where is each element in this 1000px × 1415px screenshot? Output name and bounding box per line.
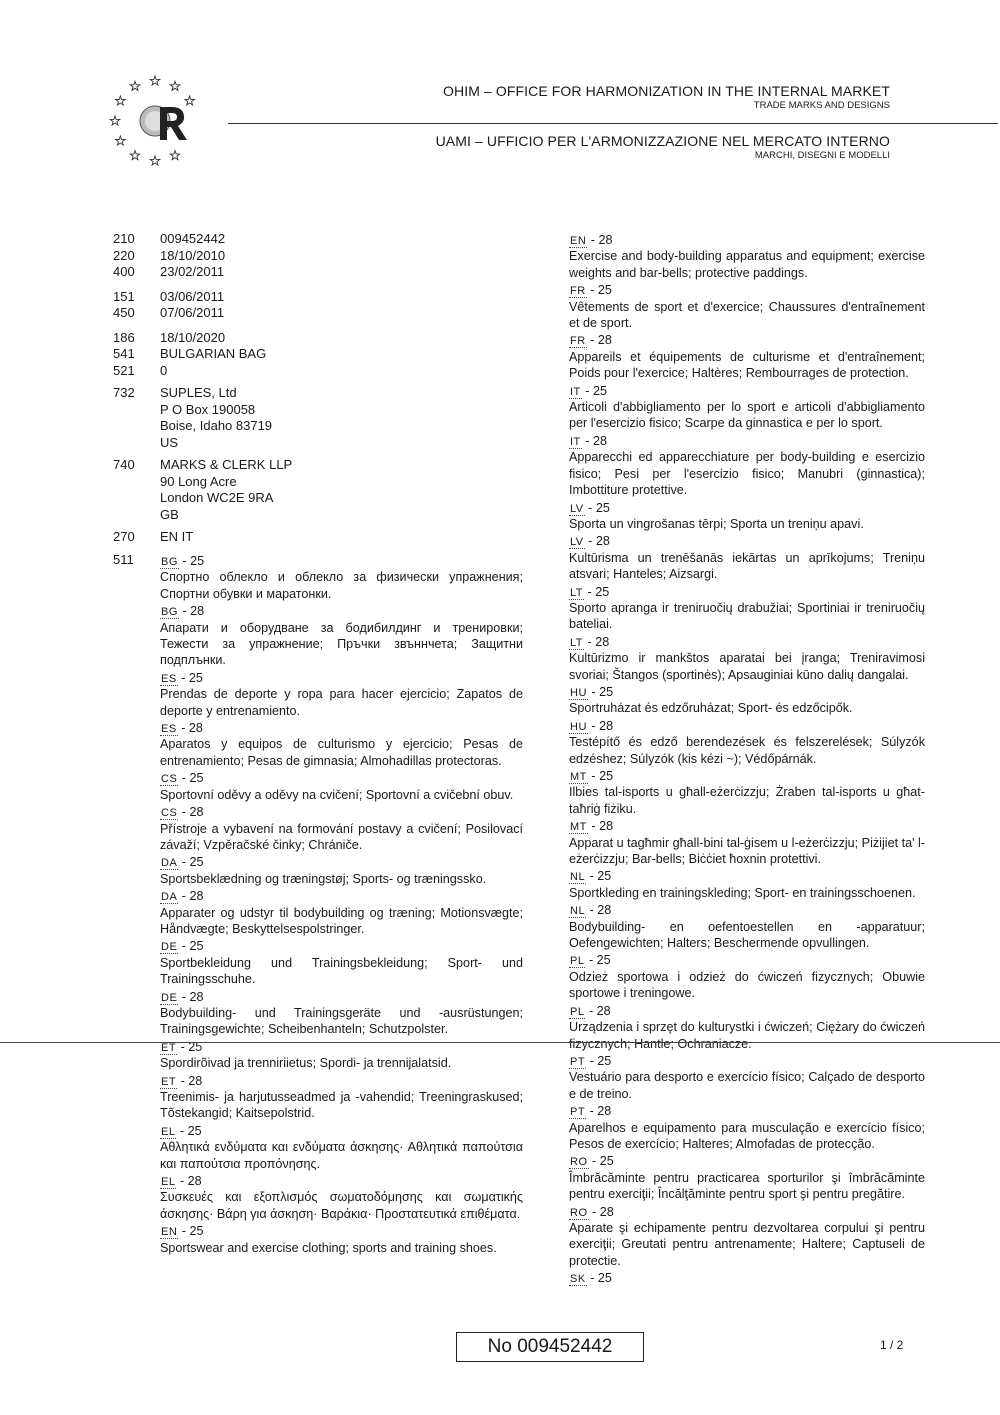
field-row-541 xyxy=(113,346,523,363)
goods-description: Sportsbeklædning og træningstøj; Sports- og træningssko. xyxy=(160,871,487,886)
goods-description: Ilbies tal-isports u għall-eżerċizzju; Żraben tal-isports u għat-taħriġ fiżiku. xyxy=(569,785,925,816)
goods-description: Exercise and body-building apparatus and equipment; exercise weights and bar-bells; protective paddings. xyxy=(569,249,925,280)
goods-description: Kultūrizmo ir mankštos aparatai bei įranga; Treniravimosi svoriai; Štangos (sportinės); Apsauginiai kūno dalių dangalai. xyxy=(569,651,925,682)
field-row-151 xyxy=(113,289,523,306)
field-value-line: P O Box 190058 xyxy=(160,401,256,417)
field-code: 511 xyxy=(113,551,134,567)
header-divider xyxy=(228,123,998,124)
classes-left-column xyxy=(160,553,523,1256)
header-subtitle-uami: MARCHI, DISEGNI E MODELLI xyxy=(754,150,890,161)
class-entry-es-25 xyxy=(160,670,523,719)
class-entry-en-25 xyxy=(160,1223,523,1256)
goods-description: Apparater og udstyr til bodybuilding og træning; Motionsvægte; Håndvægte; Beskyttelsespolstringer. xyxy=(160,905,523,936)
goods-description: Articoli d'abbigliamento per lo sport e articoli d'abbigliamento per l'esercizio fisico; Scarpe da ginnastica e per lo sport. xyxy=(569,400,925,431)
language-code: MT xyxy=(570,771,587,783)
goods-description: Aparelhos e equipamento para musculação e exercício físico; Pesos de exercício; Halteres; Almofadas de protecção. xyxy=(569,1120,925,1151)
field-row-400 xyxy=(113,264,523,281)
class-number: - 28 xyxy=(589,903,612,918)
class-heading xyxy=(569,1103,925,1119)
field-code: 541 xyxy=(113,346,135,361)
goods-description: Aparate şi echipamente pentru dezvoltarea corpului şi pentru exerciţii; Greutati pentru antrenamente; Haltere; Captuseli de protectie. xyxy=(569,1220,925,1268)
class-entry-lt-28 xyxy=(569,634,925,683)
class-entry-et-25 xyxy=(160,1039,523,1072)
language-code: IT xyxy=(570,385,581,398)
goods-description: Sportovní oděvy a oděvy na cvičení; Sportovní a cvičební obuv. xyxy=(160,787,514,802)
goods-description: Apparecchi ed apparecchiature per body-building e esercizio fisico; Pesi per l'esercizio fisico; Manubri (ginnastica); Imbottiture protettive. xyxy=(569,450,925,498)
language-code: DA xyxy=(161,857,178,870)
eu-star-icon xyxy=(116,136,126,145)
language-code: LT xyxy=(570,636,584,649)
language-code: DE xyxy=(161,991,178,1004)
class-number: - 25 xyxy=(182,554,205,568)
language-code: BG xyxy=(161,606,178,619)
goods-description: Urządzenia i sprzęt do kulturystki i ćwiczeń; Ciężary do ćwiczeń fizycznych; Hantle; Ochraniacze. xyxy=(569,1020,925,1051)
class-number: - 28 xyxy=(181,805,204,820)
goods-description: Sportswear and exercise clothing; sports and training shoes. xyxy=(160,1240,497,1255)
field-code: 450 xyxy=(113,305,135,320)
class-heading xyxy=(569,902,925,918)
field-value-line: BULGARIAN BAG xyxy=(160,346,267,361)
field-value-line: Boise, Idaho 83719 xyxy=(160,418,273,433)
goods-description: Testépítő és edző berendezések és felszerelések; Súlyzók edzéshez; Súlyzók (kis kézi ~); Védőpárnák. xyxy=(569,735,925,766)
class-number: - 25 xyxy=(181,670,203,685)
goods-description: Συσκευές και εξοπλισμός σωματοδόμησης και σωματικής άσκησης· Βάρη για άσκηση· Βαράκια· Προστατευτικά επιθέματα. xyxy=(160,1190,523,1221)
class-heading xyxy=(569,718,925,734)
field-value xyxy=(160,305,523,322)
class-number: - 25 xyxy=(587,584,610,599)
class-heading xyxy=(569,1153,925,1169)
class-entry-ro-25 xyxy=(569,1153,925,1202)
class-number: - 25 xyxy=(181,939,204,954)
class-heading xyxy=(569,684,925,700)
language-code: DA xyxy=(161,891,178,904)
class-number: - 28 xyxy=(588,534,610,549)
class-entry-da-25 xyxy=(160,854,523,887)
class-number: - 25 xyxy=(592,1154,614,1169)
field-row-186 xyxy=(113,330,523,347)
class-entry-mt-25 xyxy=(569,768,925,817)
language-code: SK xyxy=(570,1273,586,1286)
class-heading xyxy=(160,603,523,619)
field-value-line: 23/02/2011 xyxy=(160,264,225,279)
page-number: 1 / 2 xyxy=(880,1338,904,1352)
field-row-521 xyxy=(113,363,523,380)
class-heading xyxy=(569,332,925,348)
language-code: NL xyxy=(570,905,586,918)
class-number: - 28 xyxy=(590,233,613,247)
class-heading xyxy=(160,1123,523,1139)
goods-description: Aparatos y equipos de culturismo y ejercicio; Pesas de entrenamiento; Pesas de gimnasia; Almohadillas protectoras. xyxy=(160,737,523,768)
goods-description: Спортно облекло и облекло за физически упражнения; Спортни обувки и маратонки. xyxy=(160,570,523,601)
goods-description: Appareils et équipements de culturisme et d'entraînement; Poids pour l'exercice; Haltères; Rembourrages de protection. xyxy=(569,349,925,381)
class-heading xyxy=(569,1053,925,1069)
class-number: - 25 xyxy=(181,771,204,786)
class-entry-fr-28 xyxy=(569,332,925,381)
class-heading xyxy=(160,888,523,904)
class-number: - 28 xyxy=(181,989,204,1004)
language-code: HU xyxy=(570,720,587,733)
class-heading xyxy=(160,770,523,786)
goods-description: Spordirõivad ja trenniriietus; Spordi- ja trennijalatsid. xyxy=(160,1056,452,1071)
class-number: - 28 xyxy=(590,333,612,348)
class-heading xyxy=(569,433,925,449)
language-code: RO xyxy=(570,1156,588,1169)
class-heading xyxy=(160,1223,523,1239)
header-title-ohim: OHIM – OFFICE FOR HARMONIZATION IN THE INTERNAL MARKET xyxy=(443,83,890,99)
class-number: - 25 xyxy=(181,1224,204,1239)
language-code: EL xyxy=(161,1125,176,1138)
language-code: FR xyxy=(570,285,586,298)
classes-right-column xyxy=(569,231,925,1288)
class-entry-de-28 xyxy=(160,989,523,1038)
class-entry-cs-25 xyxy=(160,770,523,803)
class-number: - 25 xyxy=(589,1053,612,1068)
field-code: 186 xyxy=(113,329,135,345)
registration-fields xyxy=(113,231,523,1257)
language-code: PL xyxy=(570,955,585,968)
goods-description: Αθλητικά ενδύματα και ενδύματα άσκησης· Αθλητικά παπούτσια και παπούτσια προπόνησης. xyxy=(160,1140,523,1171)
field-value xyxy=(160,529,523,546)
language-code: PT xyxy=(570,1106,586,1119)
header-title-uami: UAMI – UFFICIO PER L'ARMONIZZAZIONE NEL MERCATO INTERNO xyxy=(435,133,890,149)
class-entry-fr-25 xyxy=(569,282,925,331)
class-heading xyxy=(160,1173,523,1189)
goods-description: Апарати и оборудване за бодибилдинг и тренировки; Тежести за упражнение; Пръчки звъннчета; Защитни подплънки. xyxy=(160,620,523,668)
language-code: EN xyxy=(161,1226,178,1239)
class-entry-pt-25 xyxy=(569,1053,925,1102)
goods-description: Treenimis- ja harjutusseadmed ja -vahendid; Treeningraskused; Tõstekangid; Kaitsepolstrid. xyxy=(160,1090,523,1121)
class-entry-el-25 xyxy=(160,1123,523,1172)
class-entry-lv-25 xyxy=(569,500,925,533)
page-fold-line xyxy=(0,1042,1000,1043)
class-heading xyxy=(569,768,925,784)
field-value xyxy=(160,231,523,248)
eu-star-icon xyxy=(130,151,140,160)
class-entry-it-28 xyxy=(569,433,925,499)
language-code: LV xyxy=(570,502,584,515)
field-value-line: 03/06/2011 xyxy=(160,288,225,304)
language-code: BG xyxy=(161,556,178,568)
class-number: - 28 xyxy=(587,634,610,649)
registration-number-box: No 009452442 xyxy=(456,1332,644,1362)
goods-description: Sportruházat és edzőruházat; Sport- és edzőcipők. xyxy=(569,701,853,716)
eu-star-icon xyxy=(130,81,140,90)
field-value xyxy=(160,363,523,380)
field-value-line: 07/06/2011 xyxy=(160,305,225,320)
class-number: - 25 xyxy=(181,855,204,870)
class-heading xyxy=(569,232,925,248)
class-heading xyxy=(569,533,925,549)
field-row-732 xyxy=(113,385,523,451)
goods-description: Odzież sportowa i odzież do ćwiczeń fizycznych; Obuwie sportowe i treningowe. xyxy=(569,969,925,1001)
class-number: - 25 xyxy=(591,769,614,783)
field-value-line: SUPLES, Ltd xyxy=(160,385,237,400)
field-value xyxy=(160,552,523,569)
field-value xyxy=(160,346,523,363)
goods-description: Kultūrisma un trenēšanās iekārtas un aprīkojums; Treniņu atsvari; Hanteles; Aizsargi. xyxy=(569,550,925,582)
class-entry-de-25 xyxy=(160,938,523,987)
field-code: 732 xyxy=(113,385,135,400)
class-heading xyxy=(569,1003,925,1019)
eu-star-icon xyxy=(185,96,195,105)
class-entry-es-28 xyxy=(160,720,523,769)
language-code: FR xyxy=(570,335,586,348)
goods-description: Apparat u tagħmir għall-bini tal-ġisem u l-eżerċizzju; Piżijiet ta' l-eżerċizzju; Bar-bells; Biċċiet ħoxnin protettivi. xyxy=(569,835,925,867)
class-number: - 25 xyxy=(585,383,607,398)
language-code: LT xyxy=(570,586,584,599)
class-entry-cs-28 xyxy=(160,804,523,853)
language-code: DE xyxy=(161,941,178,954)
field-row-450 xyxy=(113,305,523,322)
goods-description: Îmbrăcăminte pentru practicarea sporturilor şi îmbrăcăminte pentru exerciţii; Încălţăminte pentru sport şi pentru pregătire. xyxy=(569,1170,925,1202)
field-row-740 xyxy=(113,457,523,523)
language-code: IT xyxy=(570,435,581,448)
field-value-line: EN IT xyxy=(160,529,194,544)
class-heading xyxy=(569,1204,925,1220)
field-code: 220 xyxy=(113,247,135,263)
class-heading xyxy=(569,584,925,600)
field-code: 740 xyxy=(113,457,135,472)
class-number: - 25 xyxy=(591,684,614,699)
class-heading xyxy=(569,1270,925,1286)
eu-star-icon xyxy=(170,81,180,90)
class-entry-et-28 xyxy=(160,1073,523,1122)
class-number: - 28 xyxy=(585,433,607,448)
class-entry-nl-28 xyxy=(569,902,925,951)
header-subtitle-ohim: TRADE MARKS AND DESIGNS xyxy=(753,100,890,111)
field-code: 521 xyxy=(113,362,135,378)
class-entry-el-28 xyxy=(160,1173,523,1222)
language-code: NL xyxy=(570,871,586,884)
language-code: CS xyxy=(161,807,178,820)
class-number: - 25 xyxy=(180,1039,203,1054)
field-value xyxy=(160,457,523,523)
class-heading xyxy=(569,383,925,399)
field-value-line: 18/10/2010 xyxy=(160,247,226,263)
class-heading xyxy=(160,989,523,1005)
eu-star-icon xyxy=(116,96,126,105)
field-value-line: 90 Long Acre xyxy=(160,473,237,489)
language-code: HU xyxy=(570,686,587,699)
class-entry-mt-28 xyxy=(569,818,925,867)
class-heading xyxy=(160,670,523,686)
class-number: - 28 xyxy=(180,1073,203,1088)
goods-description: Vestuário para desporto e exercício físico; Calçado de desporto e de treino. xyxy=(569,1070,925,1101)
language-code: PL xyxy=(570,1005,585,1018)
class-entry-hu-28 xyxy=(569,718,925,767)
field-row-210 xyxy=(113,231,523,248)
field-value xyxy=(160,385,523,451)
class-number: - 28 xyxy=(592,1204,614,1219)
field-row-220 xyxy=(113,248,523,265)
field-value xyxy=(160,264,523,281)
class-heading xyxy=(160,854,523,870)
goods-description: Přístroje a vybavení na formování postavy a cvičení; Posilovací závaží; Vzpěračské činky; Chrániče. xyxy=(160,821,523,852)
class-entry-it-25 xyxy=(569,383,925,432)
goods-description: Sportkleding en trainingskleding; Sport- en trainingsschoenen. xyxy=(569,885,916,900)
class-number: - 25 xyxy=(590,1271,612,1286)
class-number: - 28 xyxy=(591,718,614,733)
class-entry-en-28 xyxy=(569,232,925,281)
language-code: ET xyxy=(161,1075,177,1088)
field-value-line: 009452442 xyxy=(160,231,226,246)
field-value-line: 0 xyxy=(160,362,168,378)
field-code: 270 xyxy=(113,529,135,544)
class-entry-da-28 xyxy=(160,888,523,937)
field-row-270 xyxy=(113,529,523,546)
class-number: - 25 xyxy=(590,283,612,298)
class-number: - 28 xyxy=(588,1003,611,1018)
goods-description: Prendas de deporte y ropa para hacer ejercicio; Zapatos de deporte y entrenamiento. xyxy=(160,687,523,718)
class-number: - 28 xyxy=(589,1104,612,1119)
language-code: LV xyxy=(570,536,584,549)
class-heading xyxy=(160,938,523,954)
goods-description: Bodybuilding- en oefentoestellen en -apparatuur; Oefengewichten; Halters; Beschermende opvullingen. xyxy=(569,919,925,951)
class-entry-bg-28 xyxy=(160,603,523,669)
language-code: ET xyxy=(161,1041,177,1054)
class-heading xyxy=(160,720,523,736)
field-value xyxy=(160,330,523,347)
language-code: EL xyxy=(161,1176,176,1189)
language-code: ES xyxy=(161,672,177,685)
eu-star-icon xyxy=(110,116,120,125)
class-entry-lt-25 xyxy=(569,584,925,633)
class-number: - 25 xyxy=(588,953,611,968)
field-value-line: 18/10/2020 xyxy=(160,329,226,345)
class-entry-pl-28 xyxy=(569,1003,925,1052)
class-entry-sk-25 xyxy=(569,1270,925,1286)
class-heading xyxy=(569,634,925,650)
field-value-line: London WC2E 9RA xyxy=(160,490,274,505)
class-number: - 28 xyxy=(179,1174,202,1189)
class-entry-lv-28 xyxy=(569,533,925,582)
class-heading xyxy=(160,804,523,820)
field-code: 151 xyxy=(113,288,135,304)
class-heading xyxy=(569,818,925,834)
class-heading xyxy=(569,952,925,968)
goods-description: Sporto apranga ir treniruočių drabužiai; Sportiniai ir treniruočių bateliai. xyxy=(569,600,925,632)
field-code: 210 xyxy=(113,231,135,246)
class-entry-pl-25 xyxy=(569,952,925,1001)
class-number: - 25 xyxy=(589,869,612,884)
eu-star-icon xyxy=(170,151,180,160)
goods-description: Vêtements de sport et d'exercice; Chaussures d'entraînement et de sport. xyxy=(569,299,925,331)
class-entry-nl-25 xyxy=(569,868,925,901)
language-code: EN xyxy=(570,235,587,247)
eu-stars-registered-logo-icon xyxy=(105,72,205,172)
goods-description: Bodybuilding- und Trainingsgeräte und -ausrüstungen; Trainingsgewichte; Scheibenhanteln; Schutzpolster. xyxy=(160,1005,523,1037)
language-code: RO xyxy=(570,1206,588,1219)
class-heading xyxy=(569,282,925,298)
class-number: - 28 xyxy=(591,819,614,834)
goods-description: Sportbekleidung und Trainingsbekleidung; Sport- und Trainingsschuhe. xyxy=(160,955,523,987)
class-heading xyxy=(569,500,925,516)
language-code: ES xyxy=(161,723,177,736)
eu-star-icon xyxy=(150,76,160,85)
goods-description: Sporta un vingrošanas tērpi; Sporta un treniņu apavi. xyxy=(569,516,864,531)
class-heading xyxy=(569,868,925,884)
class-number: - 28 xyxy=(181,721,203,736)
class-entry-hu-25 xyxy=(569,684,925,717)
field-value-line: GB xyxy=(160,506,179,522)
field-value-line: MARKS & CLERK LLP xyxy=(160,457,293,472)
class-entry-pt-28 xyxy=(569,1103,925,1152)
class-number: - 28 xyxy=(181,889,204,904)
class-number: - 25 xyxy=(179,1123,202,1138)
class-number: - 28 xyxy=(182,604,205,619)
language-code: CS xyxy=(161,773,178,786)
language-code: PT xyxy=(570,1055,586,1068)
field-value xyxy=(160,248,523,265)
class-number: - 25 xyxy=(588,500,610,515)
language-code: MT xyxy=(570,821,587,834)
class-heading xyxy=(160,1073,523,1089)
field-value xyxy=(160,289,523,306)
field-code: 400 xyxy=(113,264,135,279)
field-value-line: US xyxy=(160,434,179,450)
class-entry-ro-28 xyxy=(569,1204,925,1270)
eu-star-icon xyxy=(150,156,160,165)
